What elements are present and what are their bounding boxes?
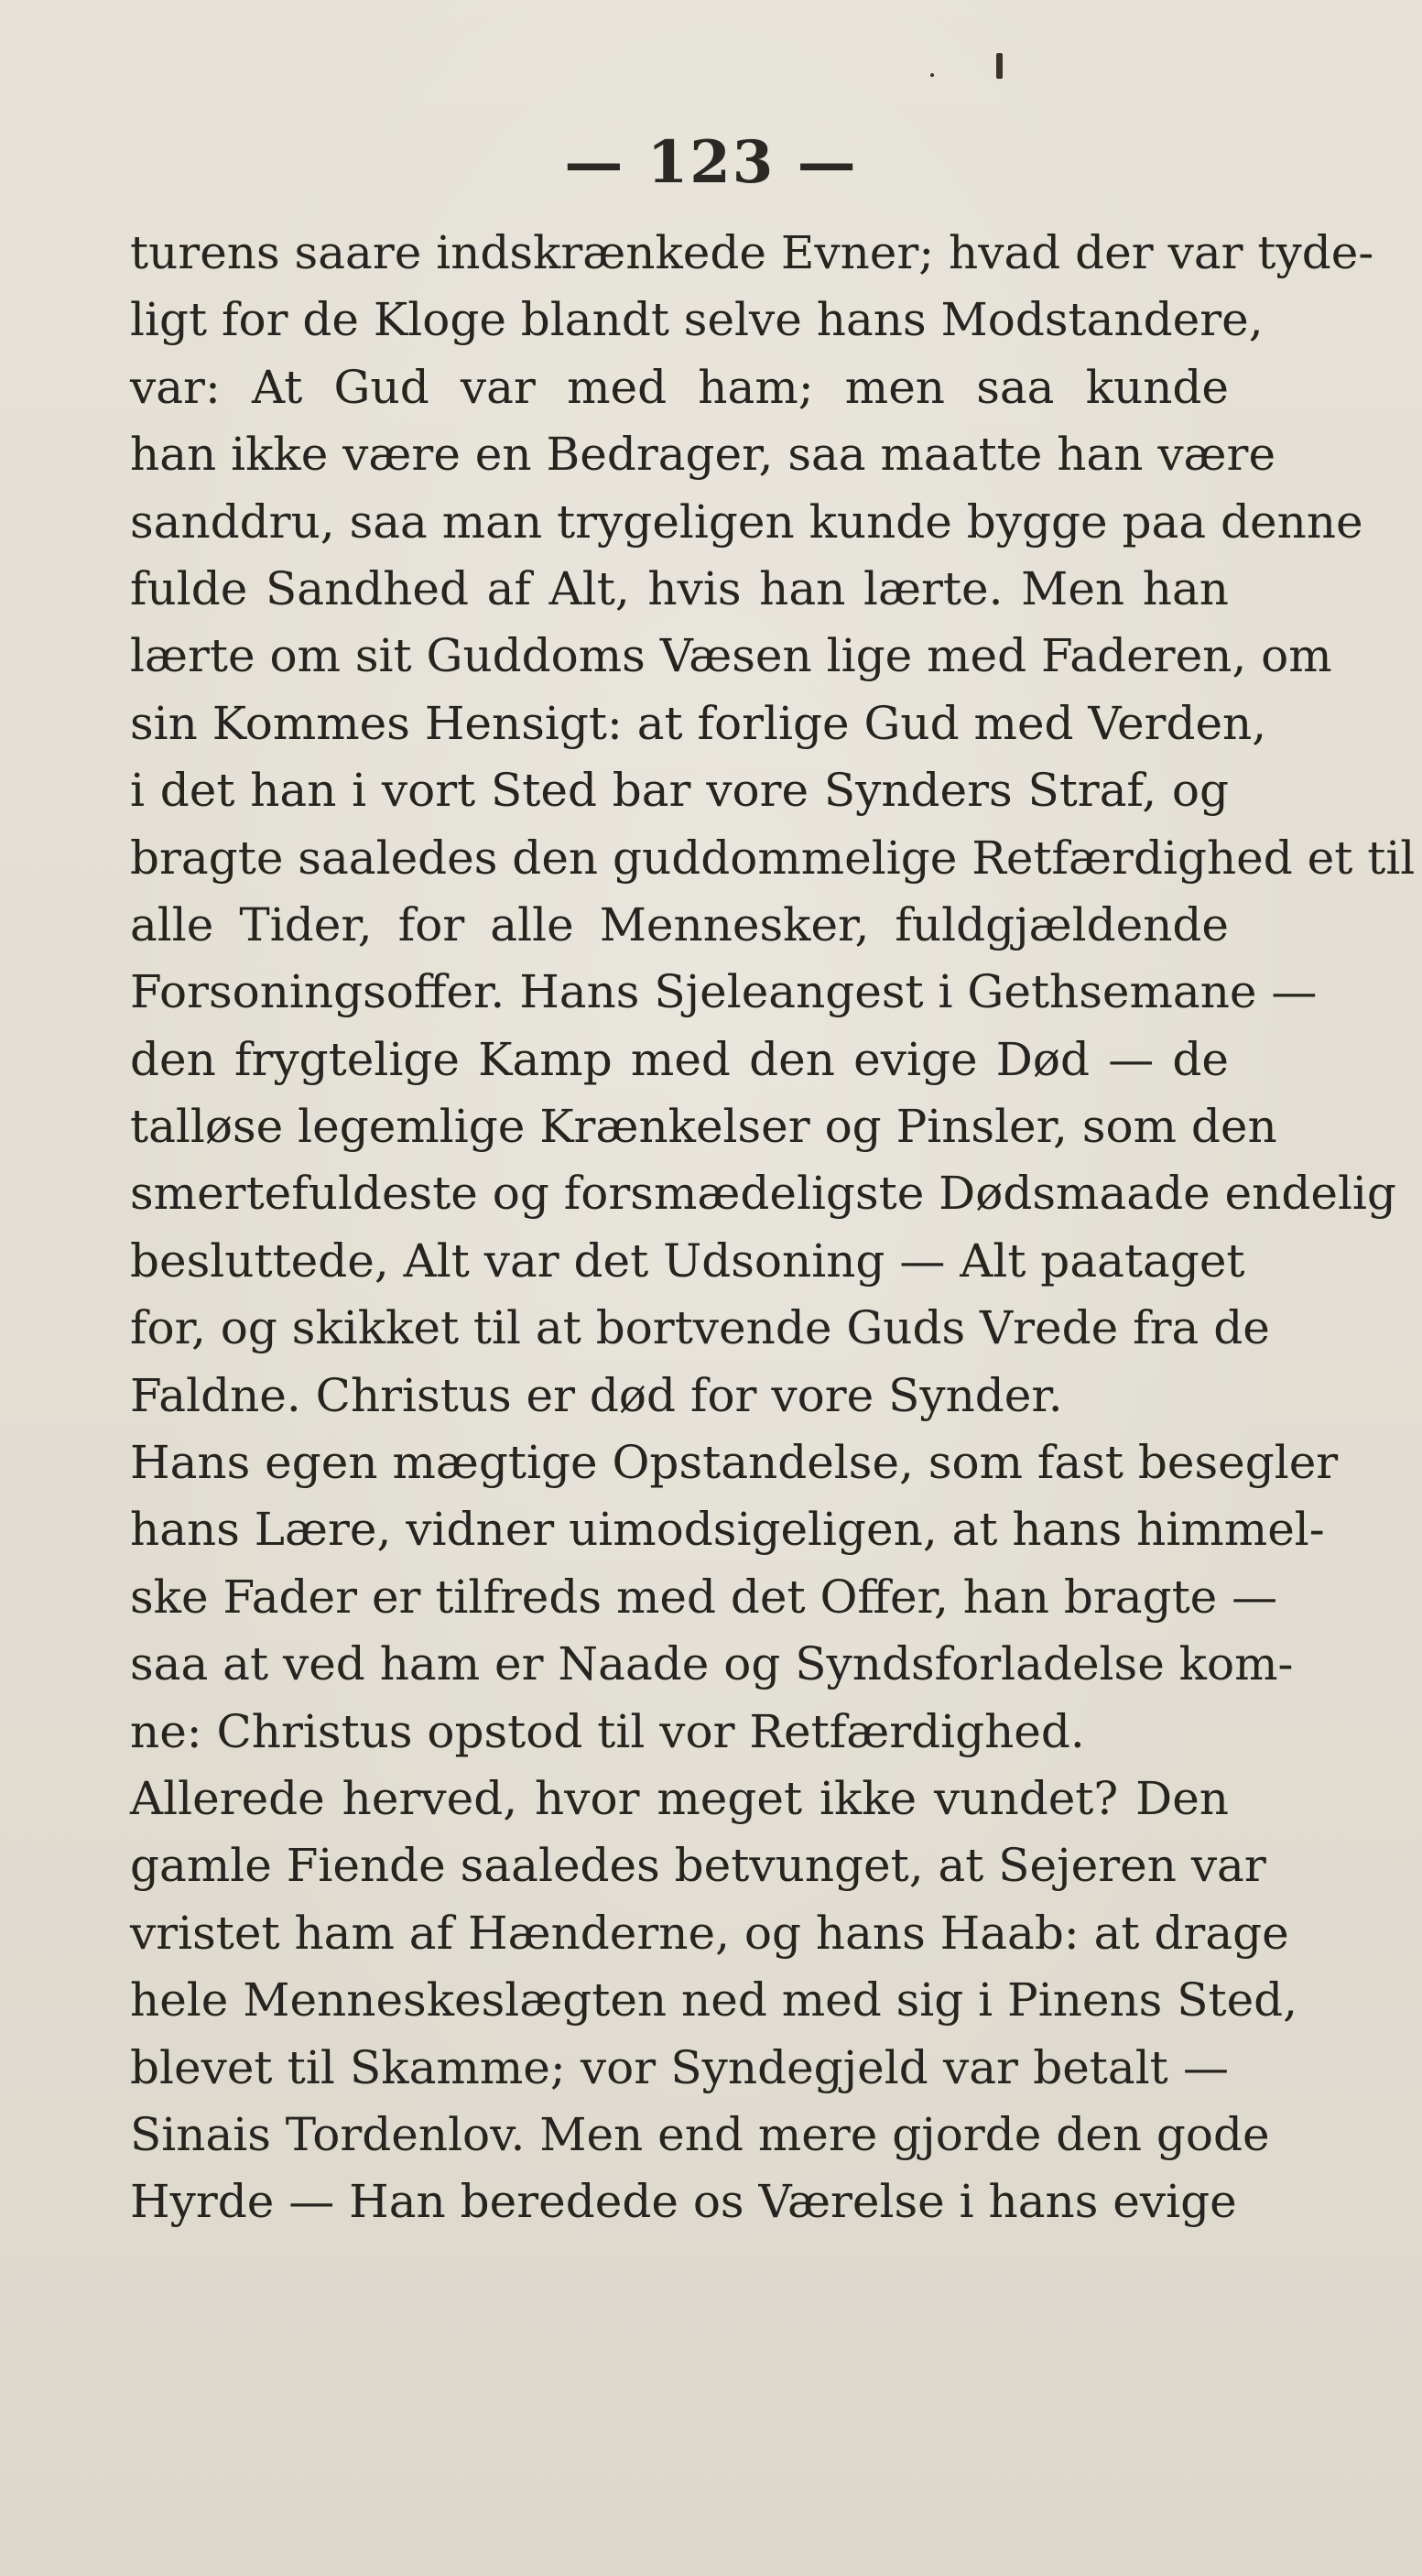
page-number: — 123 — bbox=[564, 128, 858, 197]
text-line: Sinais Tordenlov. Men end mere gjorde den gode bbox=[130, 2107, 1270, 2161]
text-line: ne: Christus opstod til vor Retfærdighed. bbox=[130, 1704, 1085, 1758]
text-line: for, og skikket til at bortvende Guds Vrede fra de bbox=[130, 1301, 1270, 1355]
text-line: hans Lære, vidner uimodsigeligen, at hans himmel- bbox=[130, 1503, 1325, 1557]
text-line: ligt for de Kloge blandt selve hans Modstandere, bbox=[130, 293, 1264, 347]
text-line: fulde Sandhed af Alt, hvis han lærte. Men han bbox=[130, 561, 1229, 615]
text-line: Forsoningsoffer. Hans Sjeleangest i Gethsemane — bbox=[130, 965, 1318, 1019]
text-line: vristet ham af Hænderne, og hans Haab: at drage bbox=[130, 1906, 1289, 1960]
ink-speck bbox=[996, 53, 1003, 79]
text-line: ske Fader er tilfreds med det Offer, han bragte — bbox=[130, 1570, 1278, 1624]
text-line: var: At Gud var med ham; men saa kunde bbox=[130, 360, 1229, 414]
text-line: talløse legemlige Krænkelser og Pinsler, som den bbox=[130, 1100, 1277, 1154]
text-line: smertefuldeste og forsmædeligste Dødsmaade endelig bbox=[130, 1167, 1396, 1221]
text-line: besluttede, Alt var det Udsoning — Alt paataget bbox=[130, 1234, 1245, 1288]
text-line: blevet til Skamme; vor Syndegjeld var betalt — bbox=[130, 2040, 1229, 2094]
text-line: den frygtelige Kamp med den evige Død — de bbox=[130, 1032, 1229, 1086]
text-line: sanddru, saa man trygeligen kunde bygge paa denne bbox=[130, 495, 1363, 549]
text-line: turens saare indskrænkede Evner; hvad der var tyde- bbox=[130, 226, 1374, 279]
text-line: alle Tider, for alle Mennesker, fuldgjældende bbox=[130, 897, 1229, 951]
text-line: sin Kommes Hensigt: at forlige Gud med Verden, bbox=[130, 696, 1267, 750]
ink-dot bbox=[930, 73, 934, 77]
text-line: Hyrde — Han beredede os Værelse i hans evige bbox=[130, 2175, 1237, 2229]
text-line: han ikke være en Bedrager, saa maatte han være bbox=[130, 428, 1276, 482]
body-text bbox=[130, 220, 1416, 2236]
text-line: hele Menneskeslægten ned med sig i Pinens Sted, bbox=[130, 1973, 1298, 2027]
text-line: gamle Fiende saaledes betvunget, at Sejeren var bbox=[130, 1839, 1266, 1893]
text-line: Hans egen mægtige Opstandelse, som fast besegler bbox=[130, 1436, 1339, 1490]
text-line: saa at ved ham er Naade og Syndsforladelse kom- bbox=[130, 1637, 1294, 1691]
text-line: i det han i vort Sted bar vore Synders Straf, og bbox=[130, 764, 1229, 818]
text-line: lærte om sit Guddoms Væsen lige med Faderen, om bbox=[130, 629, 1332, 683]
text-line: Faldne. Christus er død for vore Synder. bbox=[130, 1368, 1063, 1422]
text-line: Allerede herved, hvor meget ikke vundet? Den bbox=[130, 1771, 1229, 1825]
text-line: bragte saaledes den guddommelige Retfærdighed et til bbox=[130, 831, 1416, 885]
